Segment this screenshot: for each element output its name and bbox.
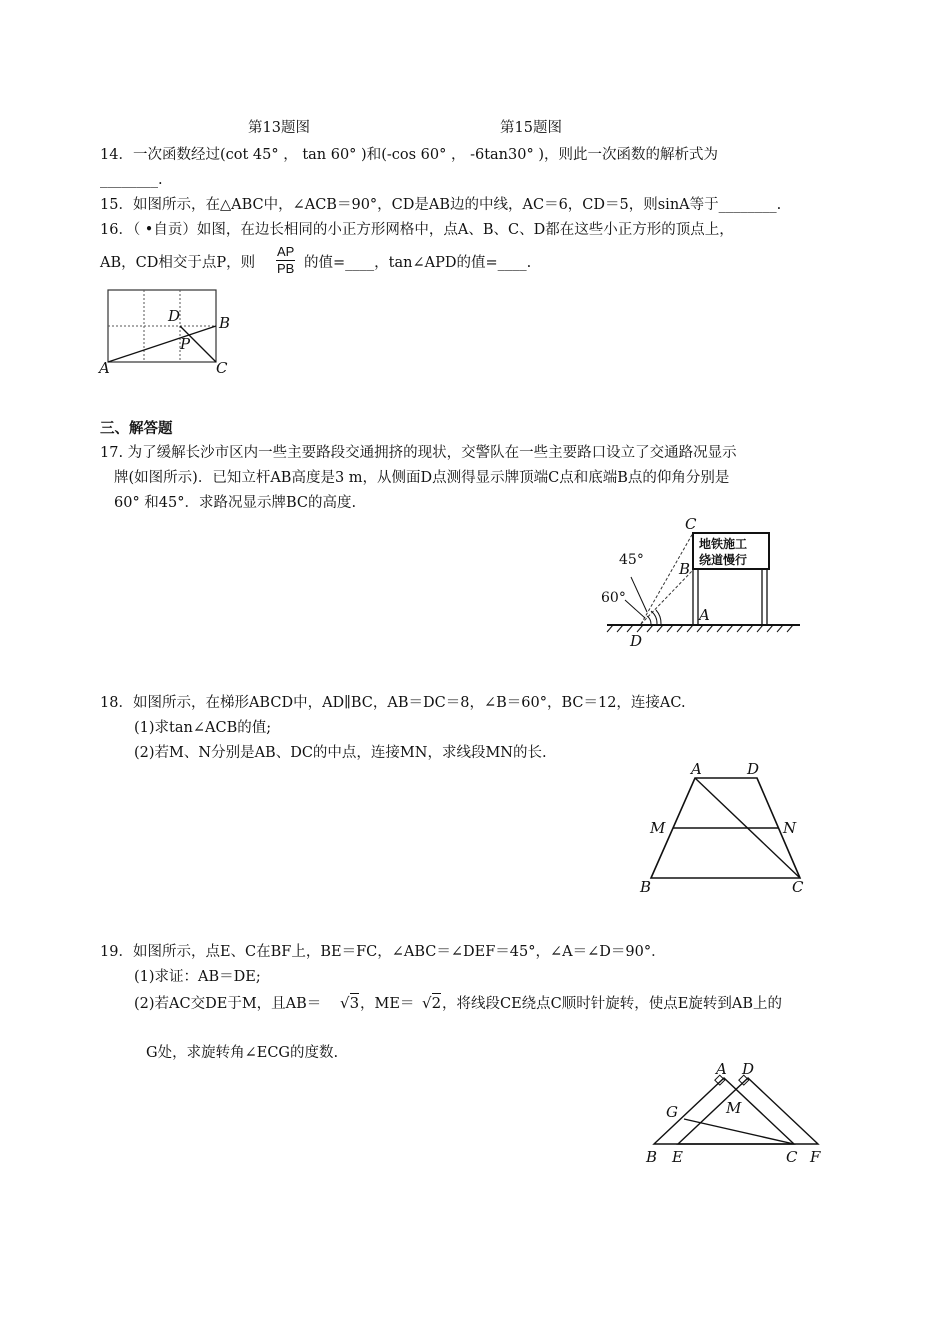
- q19-line1: 19．如图所示，点E、C在BF上，BE＝FC，∠ABC＝∠DEF＝45°，∠A＝∠D＝90°．: [100, 944, 666, 960]
- label-d: D: [630, 632, 643, 650]
- q14-line1: 14．一次函数经过(cot 45° ， tan 60° )和(-cos 60° ， -6tan30° )，则此一次函数的解析式为: [100, 147, 718, 163]
- label-f: F: [810, 1148, 821, 1166]
- q19-line2: (1)求证：AB＝DE;: [134, 969, 261, 985]
- radicand: 3: [349, 994, 360, 1012]
- q18-line1: 18．如图所示，在梯形ABCD中，AD∥BC，AB＝DC＝8，∠B＝60°，BC＝12，连接AC.: [100, 695, 686, 711]
- label-d: D: [168, 307, 181, 325]
- pole-ab: [693, 569, 698, 625]
- q16-line1: 16．（ •自贡）如图，在边长相同的小正方形网格中，点A、B、C、D都在这些小正方形的顶点上，: [100, 222, 734, 238]
- label-b: B: [646, 1148, 658, 1166]
- q16-line2-post: 的值=____，tan∠APD的值=____.: [304, 255, 532, 271]
- label-a: A: [699, 606, 710, 624]
- q16-line2-pre: AB，CD相交于点P，则: [100, 255, 256, 271]
- ground-hatch: [607, 625, 793, 632]
- sqrt2-expression: [422, 994, 441, 1012]
- label-b: B: [640, 878, 652, 896]
- q14-line2: [100, 170, 163, 190]
- fraction-numerator: AP: [277, 244, 295, 259]
- label-b: B: [679, 560, 691, 578]
- label-a: A: [716, 1060, 727, 1078]
- q18-line2: (1)求tan∠ACB的值;: [134, 720, 272, 736]
- q14-period: .: [158, 172, 163, 188]
- angle-60-label: 60°: [601, 590, 626, 606]
- sqrt3-expression: [340, 994, 359, 1012]
- label-b: B: [219, 314, 231, 332]
- label-n: N: [783, 819, 797, 837]
- sight-line-dc: [641, 533, 693, 624]
- fraction-denominator: PB: [277, 261, 295, 276]
- label-c: C: [685, 515, 697, 533]
- q17-line1: 17. 为了缓解长沙市区内一些主要路段交通拥挤的现状，交警队在一些主要路口设立了交通路况显示: [100, 445, 737, 461]
- q19-line3-c: ，将线段CE绕点C顺时针旋转，使点E旋转到AB上的: [442, 996, 782, 1012]
- label-c: C: [792, 878, 804, 896]
- angle-arc: [647, 616, 651, 624]
- figure-13-caption: 第13题图: [248, 120, 310, 136]
- q17-line3: 60° 和45°．求路况显示牌BC的高度.: [114, 495, 357, 511]
- q18-line3: (2)若M、N分别是AB、DC的中点，连接MN，求线段MN的长.: [134, 745, 547, 761]
- label-m: M: [650, 819, 666, 837]
- label-a: A: [691, 760, 702, 778]
- sign-text-1: 地铁施工: [699, 537, 748, 551]
- label-a: A: [99, 359, 110, 377]
- pointer-60: [625, 600, 645, 618]
- radical-sign: √: [422, 994, 432, 1012]
- label-g: G: [666, 1103, 678, 1121]
- q19-line3-b: ，ME＝: [360, 996, 415, 1012]
- segment-gc: [684, 1119, 794, 1144]
- q19-line3-a: (2)若AC交DE于M，且AB＝: [134, 996, 322, 1012]
- segment-ab: [108, 326, 216, 362]
- sign-text-2: 绕道慢行: [699, 553, 748, 567]
- q14-answer-blank: ________: [100, 172, 158, 188]
- q15-text: 15．如图所示，在△ABC中，∠ACB＝90°，CD是AB边的中线，AC＝6，CD＝5，则sinA等于________.: [100, 197, 782, 213]
- q16-grid-figure: [96, 283, 246, 378]
- q16-fraction: [276, 244, 295, 277]
- q17-sign-figure: [595, 512, 805, 652]
- label-c: C: [786, 1148, 798, 1166]
- q17-line2: 牌(如图所示)．已知立杆AB高度是3 m，从侧面D点测得显示牌顶端C点和底端B点的仰角分别是: [114, 470, 730, 486]
- radicand: 2: [431, 994, 442, 1012]
- q19-triangles-figure: [640, 1058, 825, 1168]
- radical-sign: √: [340, 994, 350, 1012]
- label-c: C: [216, 359, 228, 377]
- section-title: 三、解答题: [100, 421, 173, 437]
- pole-right: [762, 569, 767, 625]
- label-e: E: [672, 1148, 683, 1166]
- pointer-45: [631, 577, 647, 612]
- label-m: M: [726, 1099, 742, 1117]
- figure-15-caption: 第15题图: [500, 120, 562, 136]
- q19-line4: G处，求旋转角∠ECG的度数.: [146, 1045, 339, 1061]
- angle-45-label: 45°: [619, 552, 644, 568]
- label-p: P: [180, 335, 191, 353]
- label-d: D: [742, 1060, 755, 1078]
- label-d: D: [747, 760, 760, 778]
- q18-trapezoid-figure: [635, 758, 815, 898]
